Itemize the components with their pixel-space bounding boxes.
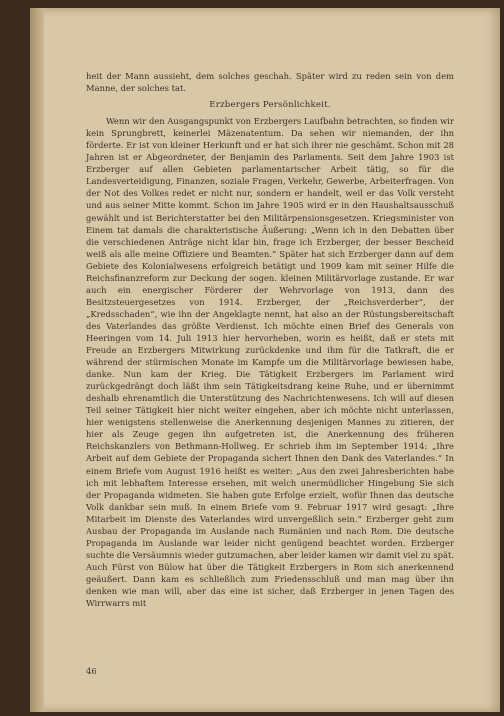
section-heading: Erzbergers Persönlichkeit. [209,100,331,111]
body-paragraph: Wenn wir den Ausgangspunkt von Erzbergers Laufbahn betrachten, so finden wir kein Sprungbrett, keinerlei Mäzenatentum. Da sehen wir niemanden, der ihn förderte. Er ist von kleiner Herkunft und er hat sich ihrer nie geschämt. Schon mit 28 Jahren ist er Abgeordneter, der Benjamin des Parlaments. Seit dem Jahre 1903 ist Erzberger auf allen Gebieten parlamentarischer Arbeit tätig, so für die Landesverteidigung, Finanzen, soziale Fragen, Verkehr, Gewerbe, Arbeiterfragen. Von der Not des Volkes redet er nicht nur, sondern er handelt, weil er das Volk versteht und aus seiner Mitte kommt. Schon im Jahre 1905 wird er in den Haushaltsausschuß gewählt und ist Berichterstatter bei den Militärpensionsgesetzen. Kriegsminister von Einem tat damals die charakteristische Äußerung: „Wenn ich in den Debatten über die verschiedenen Anträge nicht klar bin, frage ich Erzberger, der besser Bescheid weiß als alle meine Offiziere und Beamten.“ Später hat sich Erzberger dann auf dem Gebiete des Kolonialwesens erfolgreich betätigt und 1909 kam mit seiner Hilfe die Reichsfinanzreform zur Deckung der sogen. kleinen Militärvorlage zustande. Er war auch ein energischer Förderer der Wehrvorlage von 1913, dann des Besitzsteuergesetzes von 1914. Erzberger, der „Reichsverderber“, der „Kredsschaden“, wie ihn der Angeklagte nennt, hat also an der Rüstungsbereitschaft des Vaterlandes das größte Verdienst. Ich möchte einen Brief des Generals von Heeringen vom 14. Juli 1913 hier hervorheben, worin es heißt, daß er stets mit Freude an Erzbergers Mitwirkung zurückdenke und ihm für die Tatkraft, die er während der stürmischen Monate im Kampfe um die Militärvorlage bewiesen habe, danke. Nun kam der Krieg. Die Tätigkeit Erzbergers im Parlament wird zurückgedrängt doch läßt ihm sein Tätigkeitsdrang keine Ruhe, und er übernimmt deshalb ehrenamtlich die Unterstützung des Nachrichtenwesens. Ich will auf diesen Teil seiner Tätigkeit hier nicht weiter eingehen, aber ich möchte nicht unterlassen, hier wenigstens stellenweise die Anerkennung desjenigen Mannes zu zitieren, der hier als Zeuge gegen ihn aufgetreten ist, die Anerkennung des früheren Reichskanzlers von Bethmann-Hollweg. Er schrieb ihm im September 1914: „Ihre Arbeit auf dem Gebiete der Propaganda sichert Ihnen den Dank des Vaterlandes.“ In einem Briefe vom August 1916 heißt es weiter: „Aus den zwei Jahresberichten habe ich mit lebhaftem Interesse ersehen, mit welch unermüdlicher Hingebung Sie sich der Propaganda widmeten. Sie haben gute Erfolge erzielt, wofür Ihnen das deutsche Volk dankbar sein muß. In einem Briefe vom 9. Februar 1917 wird gesagt: „Ihre Mitarbeit im Dienste des Vaterlandes wird unvergeßlich sein.“ Erzberger geht zum Ausbau der Propaganda im Auslande nach Rumänien und nach Rom. Die deutsche Propaganda im Auslande war leider nicht genügend beachtet worden. Erzberger suchte die Versäumnis wieder gutzumachen, aber leider kamen wir damit viel zu spät. Auch Fürst von Bülow hat über die Tätigkeit Erzbergers in Rom sich anerkennend geäußert. Dann kam es schließlich zum Friedensschluß und man mag über ihn denken wie man will, aber das eine ist sicher, daß Erzberger in jenen Tagen des Wirrwarrs mit [86,116,454,609]
page-number: 46 [86,667,97,677]
page-gutter [30,8,44,712]
page-text [86,70,454,609]
intro-paragraph: heit der Mann aussieht, dem solches geschah. Später wird zu reden sein von dem Manne, der solches tat. [86,71,454,94]
